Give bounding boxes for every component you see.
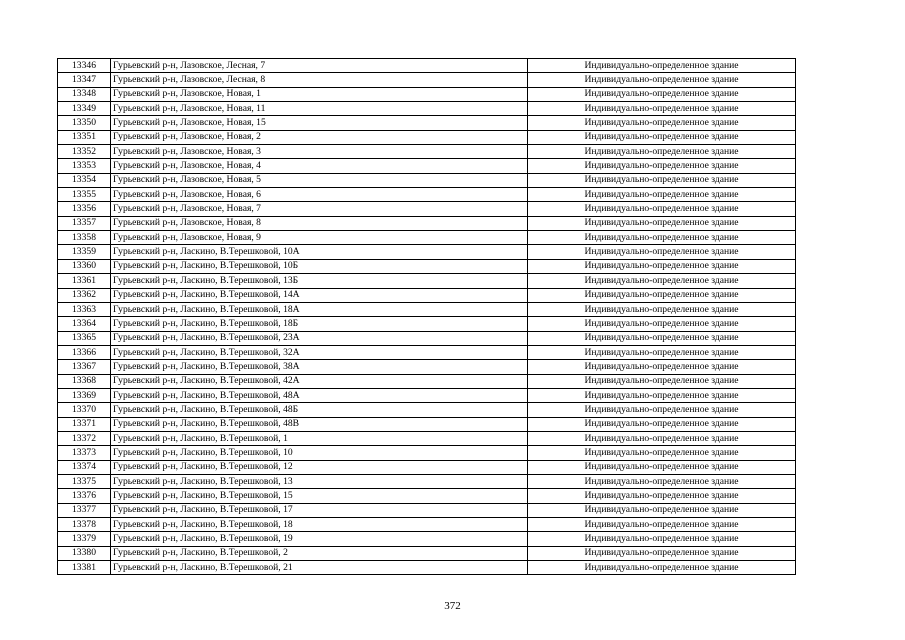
row-number-cell: 13362 <box>58 288 111 302</box>
address-cell: Гурьевский р-н, Ласкино, В.Терешковой, 17 <box>111 503 528 517</box>
row-number-cell: 13364 <box>58 317 111 331</box>
row-number-cell: 13369 <box>58 388 111 402</box>
object-type-cell: Индивидуально-определенное здание <box>528 145 796 159</box>
table-row <box>58 489 796 503</box>
object-type-cell: Индивидуально-определенное здание <box>528 216 796 230</box>
object-type-cell: Индивидуально-определенное здание <box>528 503 796 517</box>
address-cell: Гурьевский р-н, Ласкино, В.Терешковой, 48В <box>111 417 528 431</box>
object-type-cell: Индивидуально-определенное здание <box>528 388 796 402</box>
registry-table-body <box>58 59 796 575</box>
address-cell: Гурьевский р-н, Лазовское, Новая, 2 <box>111 130 528 144</box>
registry-table <box>57 58 796 575</box>
address-cell: Гурьевский р-н, Лазовское, Новая, 9 <box>111 231 528 245</box>
object-type-cell: Индивидуально-определенное здание <box>528 59 796 73</box>
address-cell: Гурьевский р-н, Ласкино, В.Терешковой, 38А <box>111 360 528 374</box>
object-type-cell: Индивидуально-определенное здание <box>528 474 796 488</box>
address-cell: Гурьевский р-н, Ласкино, В.Терешковой, 12 <box>111 460 528 474</box>
address-cell: Гурьевский р-н, Ласкино, В.Терешковой, 2 <box>111 546 528 560</box>
object-type-cell: Индивидуально-определенное здание <box>528 360 796 374</box>
table-row <box>58 374 796 388</box>
row-number-cell: 13355 <box>58 188 111 202</box>
table-row <box>58 431 796 445</box>
address-cell: Гурьевский р-н, Лазовское, Лесная, 7 <box>111 59 528 73</box>
address-cell: Гурьевский р-н, Ласкино, В.Терешковой, 48А <box>111 388 528 402</box>
object-type-cell: Индивидуально-определенное здание <box>528 489 796 503</box>
address-cell: Гурьевский р-н, Ласкино, В.Терешковой, 19 <box>111 532 528 546</box>
address-cell: Гурьевский р-н, Ласкино, В.Терешковой, 32А <box>111 345 528 359</box>
address-cell: Гурьевский р-н, Ласкино, В.Терешковой, 18 <box>111 518 528 532</box>
object-type-cell: Индивидуально-определенное здание <box>528 116 796 130</box>
address-cell: Гурьевский р-н, Ласкино, В.Терешковой, 23А <box>111 331 528 345</box>
table-row <box>58 216 796 230</box>
row-number-cell: 13366 <box>58 345 111 359</box>
object-type-cell: Индивидуально-определенное здание <box>528 518 796 532</box>
object-type-cell: Индивидуально-определенное здание <box>528 188 796 202</box>
table-row <box>58 446 796 460</box>
address-cell: Гурьевский р-н, Лазовское, Новая, 15 <box>111 116 528 130</box>
address-cell: Гурьевский р-н, Ласкино, В.Терешковой, 10 <box>111 446 528 460</box>
object-type-cell: Индивидуально-определенное здание <box>528 73 796 87</box>
object-type-cell: Индивидуально-определенное здание <box>528 431 796 445</box>
table-row <box>58 546 796 560</box>
row-number-cell: 13374 <box>58 460 111 474</box>
row-number-cell: 13368 <box>58 374 111 388</box>
object-type-cell: Индивидуально-определенное здание <box>528 317 796 331</box>
row-number-cell: 13371 <box>58 417 111 431</box>
object-type-cell: Индивидуально-определенное здание <box>528 231 796 245</box>
table-row <box>58 173 796 187</box>
object-type-cell: Индивидуально-определенное здание <box>528 546 796 560</box>
row-number-cell: 13372 <box>58 431 111 445</box>
row-number-cell: 13353 <box>58 159 111 173</box>
address-cell: Гурьевский р-н, Ласкино, В.Терешковой, 18Б <box>111 317 528 331</box>
address-cell: Гурьевский р-н, Ласкино, В.Терешковой, 14А <box>111 288 528 302</box>
table-row <box>58 145 796 159</box>
address-cell: Гурьевский р-н, Ласкино, В.Терешковой, 42А <box>111 374 528 388</box>
table-row <box>58 87 796 101</box>
row-number-cell: 13373 <box>58 446 111 460</box>
address-cell: Гурьевский р-н, Лазовское, Новая, 3 <box>111 145 528 159</box>
table-row <box>58 245 796 259</box>
table-row <box>58 518 796 532</box>
object-type-cell: Индивидуально-определенное здание <box>528 245 796 259</box>
table-row <box>58 202 796 216</box>
table-row <box>58 474 796 488</box>
object-type-cell: Индивидуально-определенное здание <box>528 532 796 546</box>
object-type-cell: Индивидуально-определенное здание <box>528 159 796 173</box>
table-row <box>58 532 796 546</box>
object-type-cell: Индивидуально-определенное здание <box>528 302 796 316</box>
address-cell: Гурьевский р-н, Лазовское, Новая, 7 <box>111 202 528 216</box>
page-number: 372 <box>444 600 461 612</box>
row-number-cell: 13381 <box>58 561 111 575</box>
row-number-cell: 13359 <box>58 245 111 259</box>
address-cell: Гурьевский р-н, Ласкино, В.Терешковой, 21 <box>111 561 528 575</box>
object-type-cell: Индивидуально-определенное здание <box>528 403 796 417</box>
table-row <box>58 231 796 245</box>
table-row <box>58 388 796 402</box>
table-row <box>58 345 796 359</box>
object-type-cell: Индивидуально-определенное здание <box>528 446 796 460</box>
object-type-cell: Индивидуально-определенное здание <box>528 102 796 116</box>
table-row <box>58 288 796 302</box>
table-row <box>58 302 796 316</box>
table-row <box>58 561 796 575</box>
address-cell: Гурьевский р-н, Лазовское, Новая, 5 <box>111 173 528 187</box>
object-type-cell: Индивидуально-определенное здание <box>528 561 796 575</box>
row-number-cell: 13358 <box>58 231 111 245</box>
row-number-cell: 13377 <box>58 503 111 517</box>
table-row <box>58 59 796 73</box>
table-row <box>58 417 796 431</box>
object-type-cell: Индивидуально-определенное здание <box>528 331 796 345</box>
table-row <box>58 73 796 87</box>
address-cell: Гурьевский р-н, Ласкино, В.Терешковой, 13 <box>111 474 528 488</box>
row-number-cell: 13360 <box>58 259 111 273</box>
address-cell: Гурьевский р-н, Лазовское, Лесная, 8 <box>111 73 528 87</box>
address-cell: Гурьевский р-н, Лазовское, Новая, 1 <box>111 87 528 101</box>
object-type-cell: Индивидуально-определенное здание <box>528 374 796 388</box>
table-row <box>58 259 796 273</box>
row-number-cell: 13346 <box>58 59 111 73</box>
row-number-cell: 13361 <box>58 274 111 288</box>
row-number-cell: 13356 <box>58 202 111 216</box>
object-type-cell: Индивидуально-определенное здание <box>528 345 796 359</box>
row-number-cell: 13376 <box>58 489 111 503</box>
object-type-cell: Индивидуально-определенное здание <box>528 460 796 474</box>
table-row <box>58 102 796 116</box>
table-row <box>58 188 796 202</box>
row-number-cell: 13348 <box>58 87 111 101</box>
address-cell: Гурьевский р-н, Ласкино, В.Терешковой, 10А <box>111 245 528 259</box>
address-cell: Гурьевский р-н, Ласкино, В.Терешковой, 48Б <box>111 403 528 417</box>
row-number-cell: 13352 <box>58 145 111 159</box>
row-number-cell: 13367 <box>58 360 111 374</box>
row-number-cell: 13354 <box>58 173 111 187</box>
address-cell: Гурьевский р-н, Лазовское, Новая, 4 <box>111 159 528 173</box>
address-cell: Гурьевский р-н, Ласкино, В.Терешковой, 15 <box>111 489 528 503</box>
address-cell: Гурьевский р-н, Лазовское, Новая, 11 <box>111 102 528 116</box>
table-row <box>58 403 796 417</box>
row-number-cell: 13351 <box>58 130 111 144</box>
table-row <box>58 159 796 173</box>
row-number-cell: 13378 <box>58 518 111 532</box>
address-cell: Гурьевский р-н, Ласкино, В.Терешковой, 10Б <box>111 259 528 273</box>
row-number-cell: 13375 <box>58 474 111 488</box>
table-row <box>58 116 796 130</box>
table-row <box>58 503 796 517</box>
row-number-cell: 13365 <box>58 331 111 345</box>
object-type-cell: Индивидуально-определенное здание <box>528 417 796 431</box>
address-cell: Гурьевский р-н, Ласкино, В.Терешковой, 18А <box>111 302 528 316</box>
object-type-cell: Индивидуально-определенное здание <box>528 288 796 302</box>
document-sheet <box>57 58 796 575</box>
row-number-cell: 13370 <box>58 403 111 417</box>
row-number-cell: 13347 <box>58 73 111 87</box>
address-cell: Гурьевский р-н, Лазовское, Новая, 8 <box>111 216 528 230</box>
row-number-cell: 13379 <box>58 532 111 546</box>
table-row <box>58 460 796 474</box>
row-number-cell: 13380 <box>58 546 111 560</box>
object-type-cell: Индивидуально-определенное здание <box>528 274 796 288</box>
table-row <box>58 331 796 345</box>
table-row <box>58 274 796 288</box>
table-row <box>58 317 796 331</box>
table-row <box>58 130 796 144</box>
object-type-cell: Индивидуально-определенное здание <box>528 87 796 101</box>
address-cell: Гурьевский р-н, Лазовское, Новая, 6 <box>111 188 528 202</box>
row-number-cell: 13357 <box>58 216 111 230</box>
row-number-cell: 13349 <box>58 102 111 116</box>
row-number-cell: 13350 <box>58 116 111 130</box>
address-cell: Гурьевский р-н, Ласкино, В.Терешковой, 1 <box>111 431 528 445</box>
object-type-cell: Индивидуально-определенное здание <box>528 173 796 187</box>
object-type-cell: Индивидуально-определенное здание <box>528 202 796 216</box>
address-cell: Гурьевский р-н, Ласкино, В.Терешковой, 13Б <box>111 274 528 288</box>
table-row <box>58 360 796 374</box>
row-number-cell: 13363 <box>58 302 111 316</box>
object-type-cell: Индивидуально-определенное здание <box>528 259 796 273</box>
object-type-cell: Индивидуально-определенное здание <box>528 130 796 144</box>
